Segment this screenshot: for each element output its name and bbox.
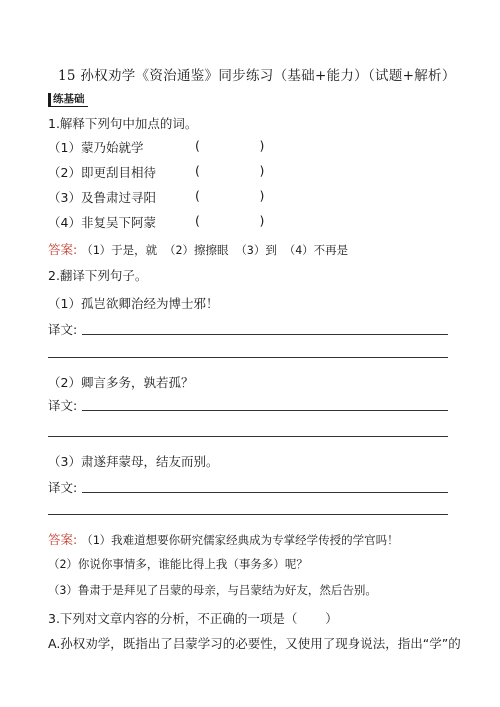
answer-line	[82, 410, 448, 411]
q1-answer	[48, 240, 348, 258]
q2-sentence-2: （2）卿言多务，孰若孤？	[48, 375, 194, 390]
q1-item-3: （3）及鲁肃过寻阳	[48, 190, 156, 205]
answer-text: （1）我难道想要你研究儒家经典成为专掌经学传授的学官吗！	[81, 533, 399, 547]
q1-item-2-blank: ( )	[195, 163, 265, 178]
answer-line	[82, 334, 448, 335]
answer-line	[82, 492, 448, 493]
translation-label-1: 译文:	[48, 322, 78, 337]
page-title: 15 孙权劝学《资治通鉴》同步练习（基础+能力）（试题+解析）	[58, 68, 456, 84]
q2-sentence-3: （3）肃遂拜蒙母，结友而别。	[48, 454, 219, 469]
q2-answer-2: （2）你说你事情多，谁能比得上我（事务多）呢？	[48, 557, 308, 571]
q3-option-a: A.孙权劝学，既指出了吕蒙学习的必要性，又使用了现身说法，指出“学”的	[48, 636, 461, 651]
translation-label-2: 译文:	[48, 398, 78, 413]
q2-answer-1	[48, 530, 399, 548]
q1-item-4: （4）非复吴下阿蒙	[48, 215, 156, 230]
answer-line	[48, 357, 448, 358]
answer-line	[48, 514, 448, 515]
q1-item-1: （1）蒙乃始就学	[48, 140, 144, 155]
question-3-prompt: 3.下列对文章内容的分析，不正确的一项是（ ）	[48, 611, 338, 626]
answer-text: （1）于是，就 （2）擦擦眼 （3）到 （4）不再是	[81, 243, 349, 257]
question-1-prompt: 1.解释下列句中加点的词。	[48, 116, 198, 131]
q2-answer-3: （3）鲁肃于是拜见了吕蒙的母亲，与吕蒙结为好友，然后告别。	[48, 583, 377, 597]
q1-item-4-blank: ( )	[195, 213, 265, 228]
answer-label: 答案:	[48, 242, 78, 257]
q1-item-3-blank: ( )	[195, 188, 265, 203]
answer-label: 答案:	[48, 532, 78, 547]
q1-item-1-blank: ( )	[195, 138, 265, 153]
q2-sentence-1: （1）孤岂欲卿治经为博士邪！	[48, 296, 219, 311]
section-badge: 练基础	[48, 93, 88, 107]
q1-item-2: （2）即更刮目相待	[48, 165, 156, 180]
translation-label-3: 译文:	[48, 480, 78, 495]
answer-line	[48, 436, 448, 437]
question-2-prompt: 2.翻译下列句子。	[48, 268, 148, 283]
